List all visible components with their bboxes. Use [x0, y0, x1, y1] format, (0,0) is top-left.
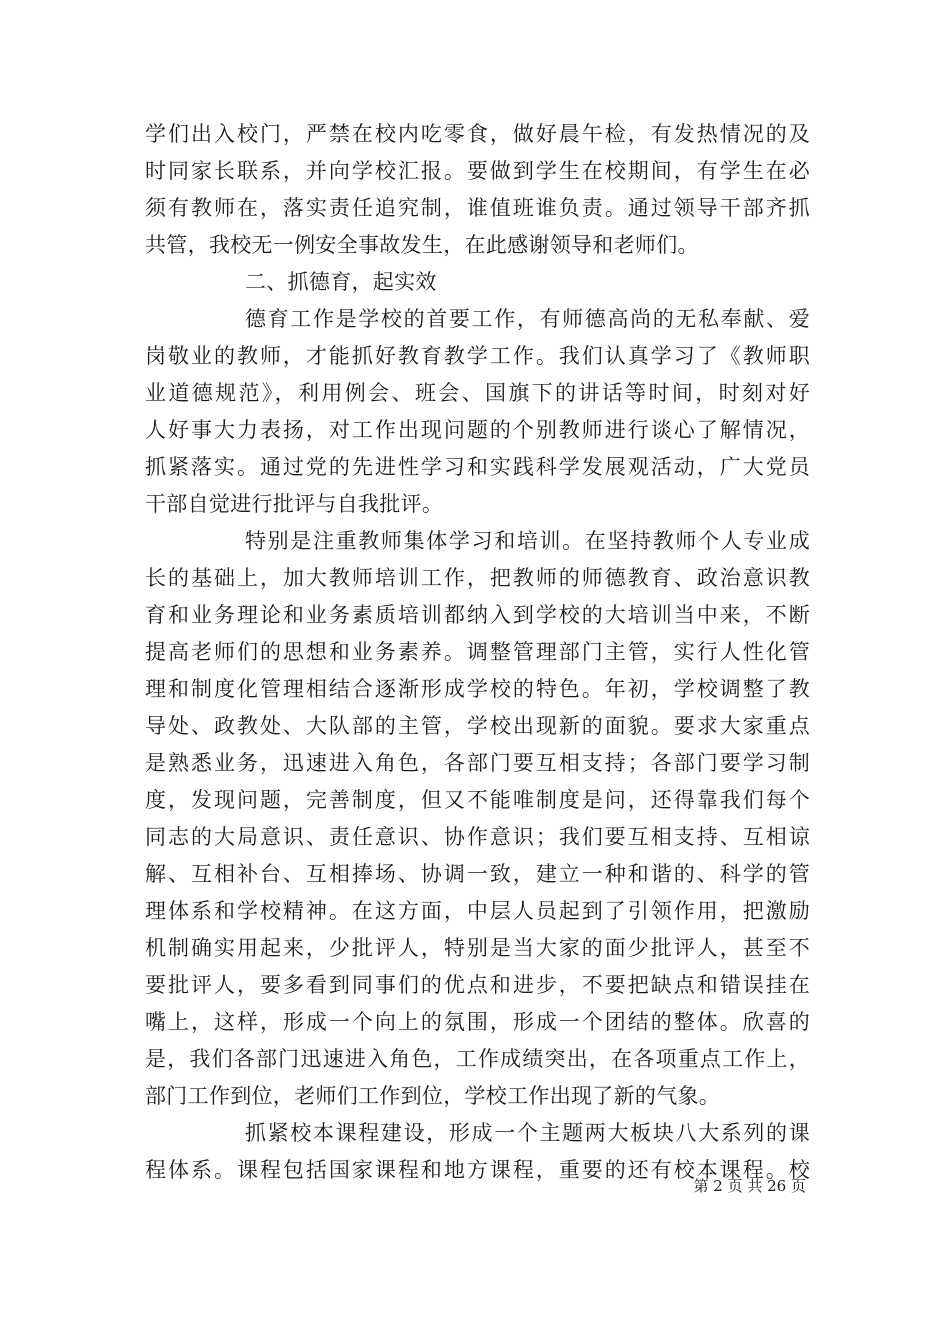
- text-line: 机制确实用起来，少批评人，特别是当大家的面少批评人，甚至不: [145, 936, 810, 960]
- text-line: 干部自觉进行批评与自我批评。: [145, 492, 444, 516]
- text-line: 德育工作是学校的首要工作，有师德高尚的无私奉献、爱: [245, 307, 810, 331]
- text-line: 长的基础上，加大教师培训工作，把教师的师德教育、政治意识教: [145, 566, 810, 590]
- text-line: 理体系和学校精神。在这方面，中层人员起到了引领作用，把激励: [145, 899, 810, 923]
- paragraph-continuation: [145, 116, 810, 264]
- document-body: [145, 116, 810, 1189]
- paragraph-moral-education: [145, 301, 810, 523]
- text-line: 学们出入校门，严禁在校内吃零食，做好晨午检，有发热情况的及: [145, 122, 810, 146]
- text-line: 业道德规范》，利用例会、班会、国旗下的讲话等时间，时刻对好: [145, 381, 810, 405]
- text-line: 理和制度化管理相结合逐渐形成学校的特色。年初，学校调整了教: [145, 677, 810, 701]
- text-line: 抓紧校本课程建设，形成一个主题两大板块八大系列的课: [245, 1121, 810, 1145]
- page-number-footer: 第 2 页 共 26 页: [693, 1177, 806, 1195]
- text-line: 是，我们各部门迅速进入角色，工作成绩突出，在各项重点工作上，: [145, 1047, 810, 1071]
- text-line: 度，发现问题，完善制度，但又不能唯制度是问，还得靠我们每个: [145, 788, 810, 812]
- text-line: 解、互相补台、互相捧场、协调一致，建立一种和谐的、科学的管: [145, 862, 810, 886]
- paragraph-teacher-training: [145, 523, 810, 1115]
- text-line: 育和业务理论和业务素质培训都纳入到学校的大培训当中来，不断: [145, 603, 810, 627]
- text-line: 岗敬业的教师，才能抓好教育教学工作。我们认真学习了《教师职: [145, 344, 810, 368]
- text-line: 提高老师们的思想和业务素养。调整管理部门主管，实行人性化管: [145, 640, 810, 664]
- text-line: 同志的大局意识、责任意识、协作意识；我们要互相支持、互相谅: [145, 825, 810, 849]
- text-line: 部门工作到位，老师们工作到位，学校工作出现了新的气象。: [145, 1084, 721, 1108]
- text-line: 嘴上，这样，形成一个向上的氛围，形成一个团结的整体。欣喜的: [145, 1010, 810, 1034]
- text-line: 共管，我校无一例安全事故发生，在此感谢领导和老师们。: [145, 233, 699, 257]
- text-line: 抓紧落实。通过党的先进性学习和实践科学发展观活动，广大党员: [145, 455, 810, 479]
- text-line: 人好事大力表扬，对工作出现问题的个别教师进行谈心了解情况，: [145, 418, 810, 442]
- paragraph-heading-2: [145, 264, 810, 301]
- text-line: 程体系。课程包括国家课程和地方课程，重要的还有校本课程。校: [145, 1158, 810, 1182]
- text-line: 时同家长联系，并向学校汇报。要做到学生在校期间，有学生在必: [145, 159, 810, 183]
- text-line: 须有教师在，落实责任追究制，谁值班谁负责。通过领导干部齐抓: [145, 196, 810, 220]
- text-line: 是熟悉业务，迅速进入角色，各部门要互相支持；各部门要学习制: [145, 751, 810, 775]
- section-heading: 二、抓德育，起实效: [245, 270, 437, 294]
- text-line: 特别是注重教师集体学习和培训。在坚持教师个人专业成: [245, 529, 810, 553]
- text-line: 要批评人，要多看到同事们的优点和进步，不要把缺点和错误挂在: [145, 973, 810, 997]
- text-line: 导处、政教处、大队部的主管，学校出现新的面貌。要求大家重点: [145, 714, 810, 738]
